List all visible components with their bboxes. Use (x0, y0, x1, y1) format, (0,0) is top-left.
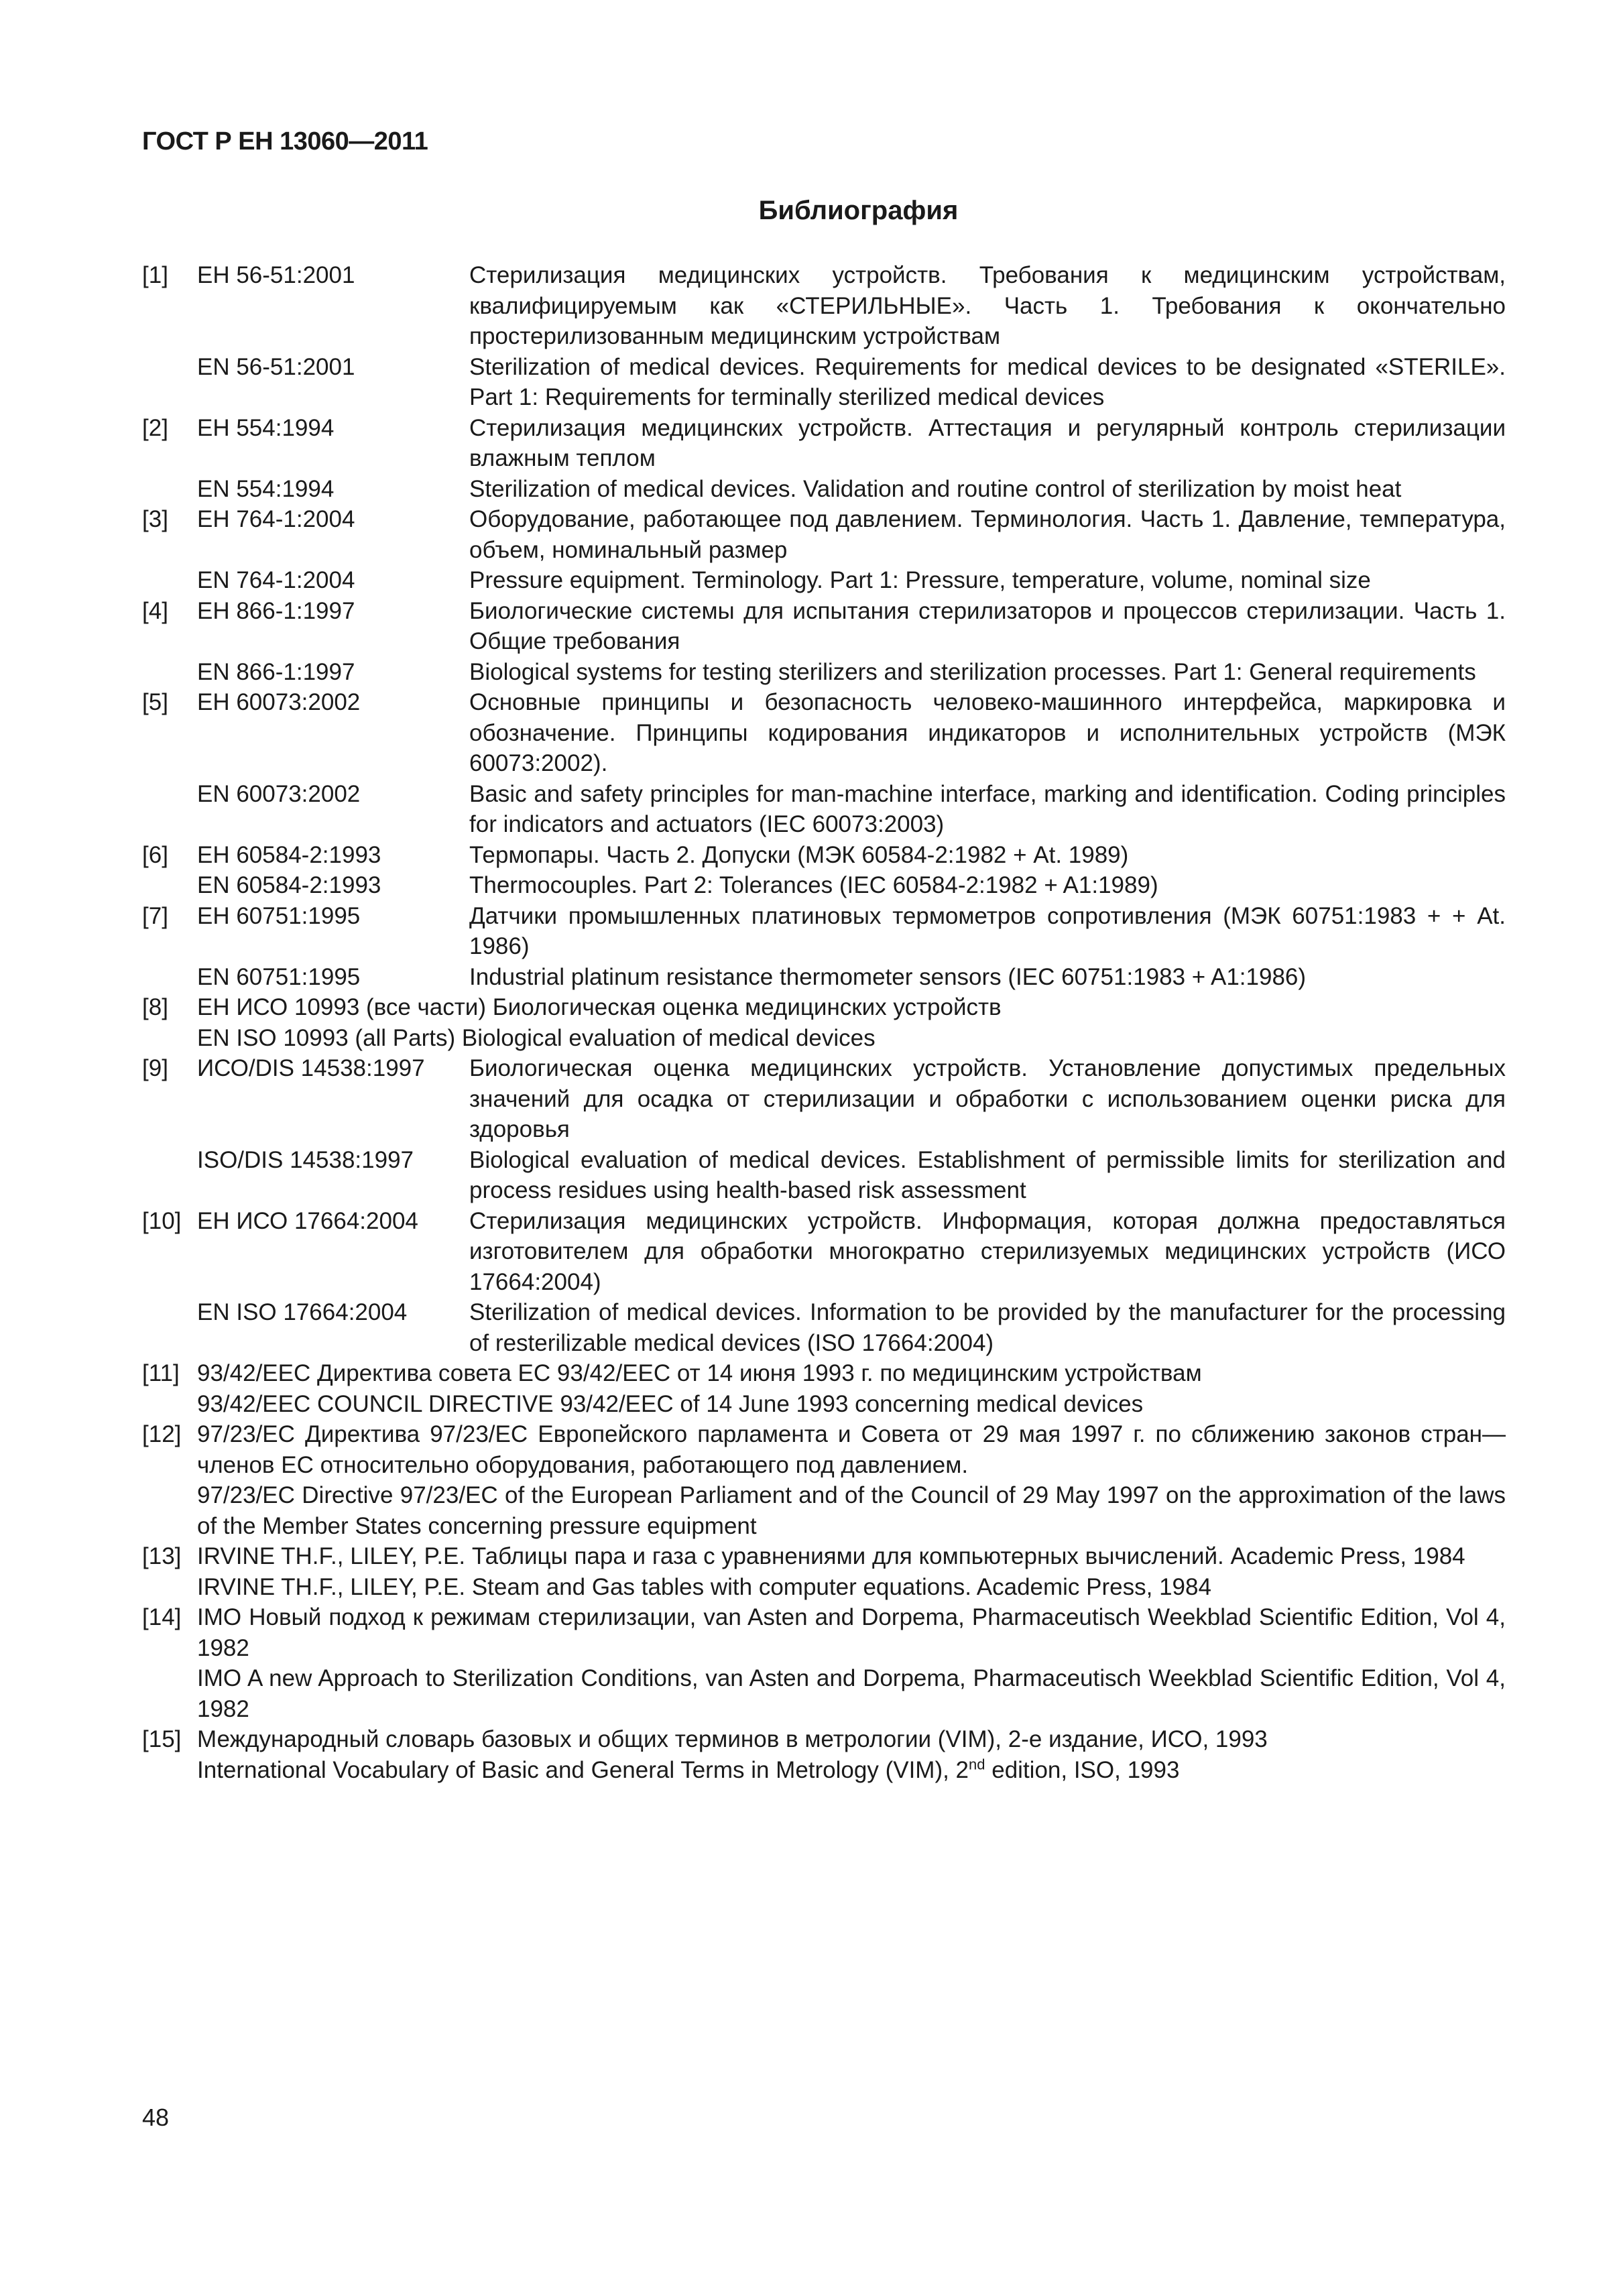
reference-text-en-tail: edition, ISO, 1993 (985, 1756, 1180, 1783)
reference-code: ИСО/DIS 14538:1997 (197, 1055, 425, 1081)
reference-description: Industrial platinum resistance thermometer sensors (IEC 60751:1983 + A1:1986) (469, 963, 1307, 990)
reference-number: [6] (142, 841, 168, 868)
reference-code: EN 60751:1995 (197, 963, 361, 990)
reference-row (142, 687, 1506, 779)
reference-row (142, 779, 1506, 840)
ordinal-suffix: nd (969, 1755, 985, 1772)
reference-text-en: IRVINE TH.F., LILEY, P.E. Steam and Gas tables with computer equations. Academic Press, 1984 (197, 1573, 1211, 1600)
reference-row (142, 1419, 1506, 1541)
reference-row (142, 260, 1506, 352)
reference-text-ru: IRVINE TH.F., LILEY, P.E. Таблицы пара и газа с уравнениями для компьютерных вычислений. Academic Press, 1984 (197, 1543, 1465, 1569)
reference-row (142, 870, 1506, 901)
reference-row (142, 504, 1506, 565)
reference-row (142, 657, 1506, 688)
reference-description: Стерилизация медицинских устройств. Информация, которая должна предоставляться изготовителем для обработки многократно стерилизуемых медицинских устройств (ИСО 17664:2004) (469, 1207, 1506, 1295)
reference-code: EN 764-1:2004 (197, 567, 355, 593)
reference-number: [8] (142, 994, 168, 1020)
reference-code: ЕН ИСО 17664:2004 (197, 1207, 418, 1234)
reference-8 (142, 992, 1506, 1053)
reference-row (142, 413, 1506, 474)
reference-code: ЕН 554:1994 (197, 414, 335, 441)
reference-description: Sterilization of medical devices. Requirements for medical devices to be designated «STERILE». Part 1: Requirements for terminally sterilized medical devices (469, 353, 1506, 410)
reference-row (142, 565, 1506, 596)
reference-number: [13] (142, 1543, 182, 1569)
reference-code: EN 60584-2:1993 (197, 872, 381, 898)
reference-number: [3] (142, 506, 168, 532)
reference-code: ЕН 56-51:2001 (197, 262, 355, 288)
reference-code: EN ISO 17664:2004 (197, 1299, 408, 1325)
reference-text-ru: IMO Новый подход к режимам стерилизации, van Asten and Dorpema, Pharmaceutisch Weekblad Scientific Edition, Vol 4, 1982 (197, 1604, 1506, 1661)
reference-text-ru: ЕН ИСО 10993 (все части) Биологическая оценка медицинских устройств (197, 994, 1002, 1020)
reference-description: Sterilization of medical devices. Validation and routine control of sterilization by moist heat (469, 475, 1402, 502)
reference-code: EN 60073:2002 (197, 780, 361, 807)
reference-code: EN 866-1:1997 (197, 658, 355, 685)
reference-description: Стерилизация медицинских устройств. Аттестация и регулярный контроль стерилизации влажным теплом (469, 414, 1506, 471)
reference-description: Biological systems for testing sterilizers and sterilization processes. Part 1: General requirements (469, 658, 1476, 685)
reference-number: [1] (142, 262, 168, 288)
reference-description: Биологическая оценка медицинских устройств. Установление допустимых предельных значений для осадка от стерилизации и обработки с использованием оценки риска для здоровья (469, 1055, 1506, 1142)
reference-description: Основные принципы и безопасность человеко-машинного интерфейса, маркировка и обозначение. Принципы кодирования индикаторов и исполнительных устройств (МЭК 60073:2002). (469, 689, 1506, 776)
reference-description: Biological evaluation of medical devices. Establishment of permissible limits for sterilization and process residues using health-based risk assessment (469, 1146, 1506, 1203)
reference-code: ISO/DIS 14538:1997 (197, 1146, 414, 1173)
reference-code: ЕН 866-1:1997 (197, 597, 355, 624)
reference-description: Basic and safety principles for man-machine interface, marking and identification. Coding principles for indicators and actuators (IEC 60073:2003) (469, 780, 1506, 837)
reference-text-ru: 97/23/EC Директива 97/23/EC Европейского парламента и Совета от 29 мая 1997 г. по сближению законов стран—членов ЕС относительно оборудования, работающего под давлением. (197, 1421, 1506, 1478)
reference-row (142, 901, 1506, 962)
reference-number: [7] (142, 902, 168, 929)
reference-code: ЕН 60584-2:1993 (197, 841, 381, 868)
reference-code: ЕН 764-1:2004 (197, 506, 355, 532)
reference-description: Датчики промышленных платиновых термометров сопротивления (МЭК 60751:1983 + + At. 1986) (469, 902, 1506, 959)
reference-code: EN 554:1994 (197, 475, 335, 502)
page-title: Библиография (758, 196, 959, 225)
reference-row (142, 1541, 1506, 1602)
reference-text-en (197, 1755, 1506, 1786)
reference-row (142, 1602, 1506, 1724)
reference-number: [4] (142, 597, 168, 624)
reference-description: Оборудование, работающее под давлением. Терминология. Часть 1. Давление, температура, объем, номинальный размер (469, 506, 1506, 563)
bibliography-list (142, 260, 1506, 1785)
reference-row (142, 1297, 1506, 1358)
reference-code: ЕН 60073:2002 (197, 689, 361, 715)
reference-number: [14] (142, 1604, 182, 1630)
reference-row (142, 962, 1506, 993)
reference-row (142, 1206, 1506, 1298)
page-number: 48 (142, 2104, 170, 2131)
reference-number: [15] (142, 1726, 182, 1752)
reference-row (142, 1053, 1506, 1145)
reference-number: [2] (142, 414, 168, 441)
reference-row (142, 1358, 1506, 1419)
reference-text-en: EN ISO 10993 (all Parts) Biological evaluation of medical devices (197, 1024, 876, 1051)
reference-row (142, 474, 1506, 505)
document-header: ГОСТ Р ЕН 13060—2011 (142, 127, 428, 156)
reference-description: Стерилизация медицинских устройств. Требования к медицинским устройствам, квалифицируемым как «СТЕРИЛЬНЫЕ». Часть 1. Требования к окончательно простерилизованным медицинским устройствам (469, 262, 1506, 349)
reference-text-en-main: International Vocabulary of Basic and General Terms in Metrology (VIM), 2 (197, 1756, 969, 1783)
reference-row (142, 352, 1506, 413)
reference-description: Биологические системы для испытания стерилизаторов и процессов стерилизации. Часть 1. Общие требования (469, 597, 1506, 654)
reference-number: [9] (142, 1055, 168, 1081)
reference-15 (142, 1724, 1506, 1785)
reference-description: Sterilization of medical devices. Information to be provided by the manufacturer for the processing of resterilizable medical devices (ISO 17664:2004) (469, 1299, 1506, 1356)
reference-number: [5] (142, 689, 168, 715)
reference-description: Термопары. Часть 2. Допуски (МЭК 60584-2:1982 + At. 1989) (469, 841, 1129, 868)
reference-text-ru: Международный словарь базовых и общих терминов в метрологии (VIM), 2-е издание, ИСО, 1993 (197, 1726, 1268, 1752)
reference-description: Pressure equipment. Terminology. Part 1: Pressure, temperature, volume, nominal size (469, 567, 1371, 593)
reference-text-en: 97/23/EC Directive 97/23/EC of the European Parliament and of the Council of 29 May 1997 on the approximation of the laws of the Member States concerning pressure equipment (197, 1482, 1506, 1539)
reference-code: ЕН 60751:1995 (197, 902, 361, 929)
reference-number: [12] (142, 1421, 182, 1447)
reference-row (142, 596, 1506, 657)
reference-text-ru: 93/42/EEC Директива совета ЕС 93/42/EEC от 14 июня 1993 г. по медицинским устройствам (197, 1360, 1202, 1386)
reference-row (142, 1145, 1506, 1206)
reference-text-en: 93/42/EEC COUNCIL DIRECTIVE 93/42/EEC of 14 June 1993 concerning medical devices (197, 1390, 1144, 1417)
reference-text-en: IMO A new Approach to Sterilization Conditions, van Asten and Dorpema, Pharmaceutisch Weekblad Scientific Edition, Vol 4, 1982 (197, 1665, 1506, 1722)
reference-row (142, 840, 1506, 871)
reference-code: EN 56-51:2001 (197, 353, 355, 380)
reference-number: [10] (142, 1207, 182, 1234)
reference-number: [11] (142, 1360, 180, 1386)
reference-description: Thermocouples. Part 2: Tolerances (IEC 60584-2:1982 + A1:1989) (469, 872, 1158, 898)
